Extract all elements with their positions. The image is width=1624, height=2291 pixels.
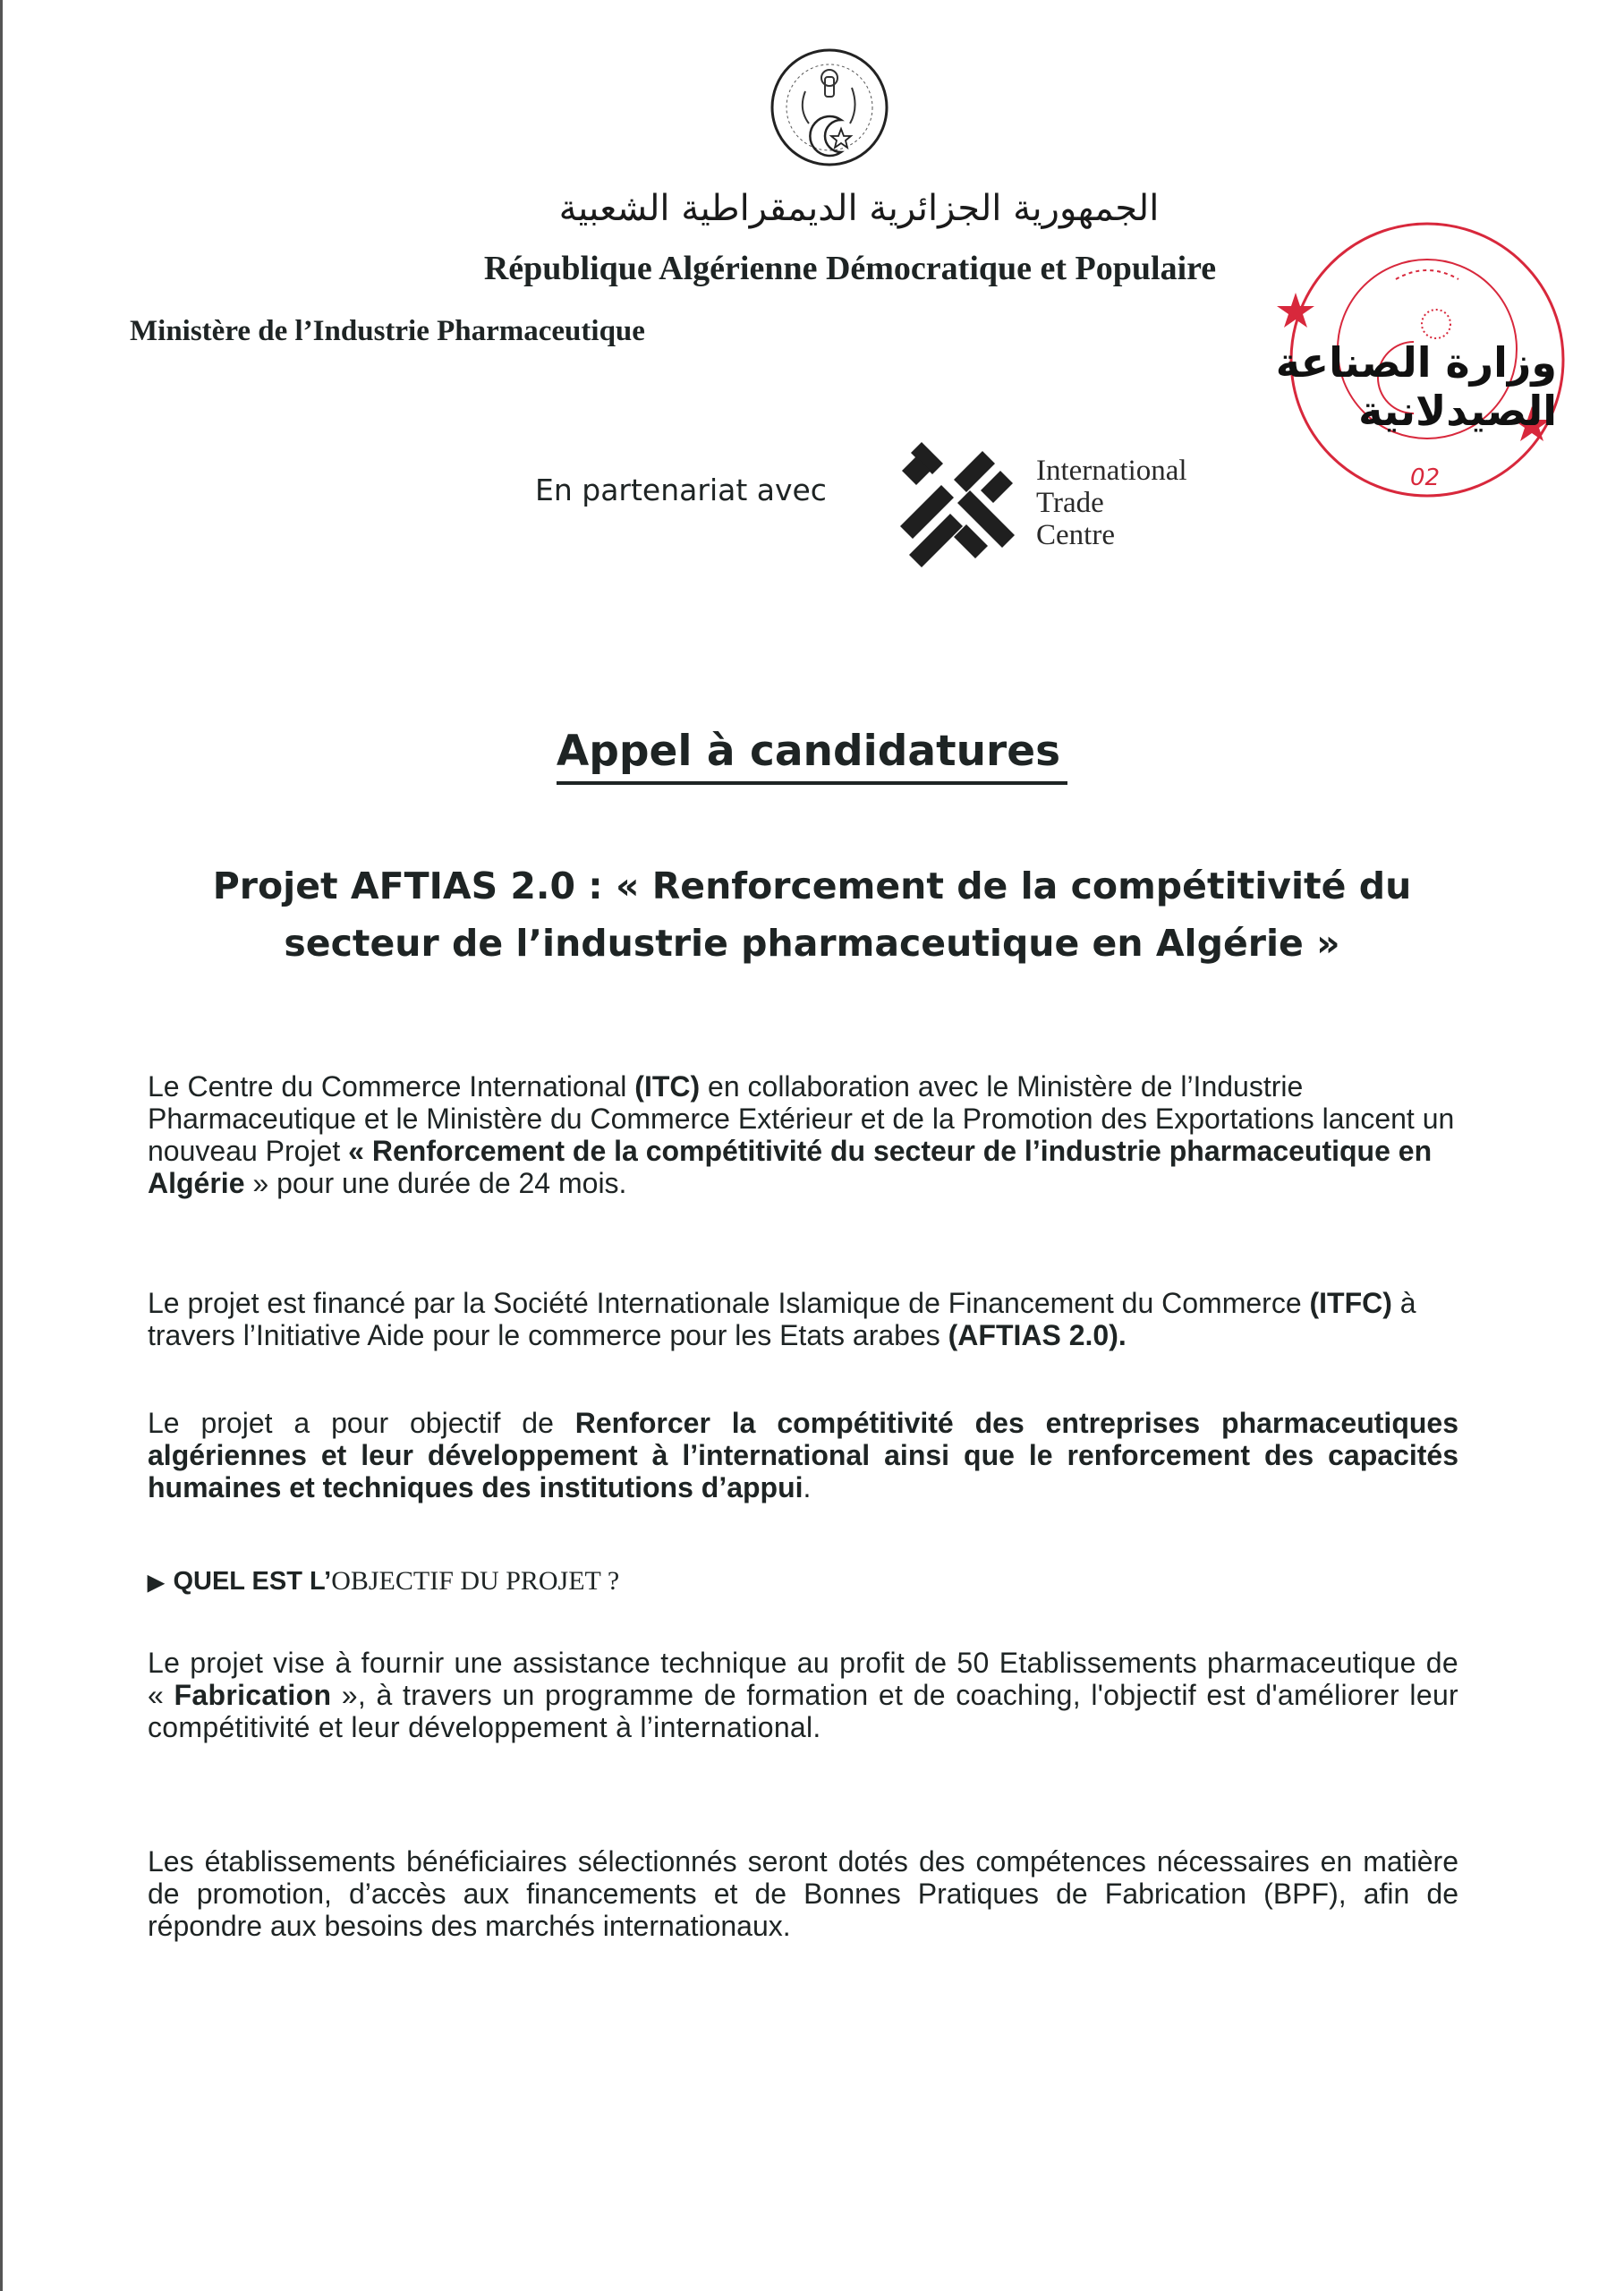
bold-run: « Renforcement de la compétitivité du secteur de l’industrie pharmaceutique en Algérie [148,1135,1433,1199]
document-title [0,727,1624,776]
scan-page-edge [0,0,3,2291]
text-run: Le projet vise à fournir une assistance technique au profit de 50 Etablissements pharmaceutique de « [148,1647,1458,1711]
ministry-name-ar: وزارة الصناعة الصيدلانية [1275,338,1557,435]
document-title-text: Appel à candidatures [557,727,1067,785]
bold-run: Renforcer la compétitivité des entreprises pharmaceutiques algériennes et leur développement à l’international ainsi que le renforcement des capacités humaines et techniques des institutions d’appui [148,1407,1459,1503]
text-run: », à travers un programme de formation et de coaching, l'objectif est d'améliorer leur compétitivité et leur développement à l’international. [148,1679,1458,1743]
paragraph-funding [148,1287,1458,1351]
stamp-number: 02 [1410,464,1441,491]
algeria-emblem-icon [769,38,889,172]
ministry-name-fr: Ministère de l’Industrie Pharmaceutique [130,315,645,347]
heading-part: QUEL EST L’ [173,1567,332,1596]
text-run: en collaboration avec le Ministère de l’Industrie Pharmaceutique et le Ministère du Commerce Extérieur et de la Promotion des Exportations lancent un nouveau Projet [148,1070,1455,1167]
republic-title: République Algérienne Démocratique et Populaire [483,250,1217,287]
paragraph-intro [148,1070,1458,1199]
section-heading-objective [148,1566,619,1597]
bold-run: (AFTIAS 2.0). [948,1319,1127,1351]
project-title-line: secteur de l’industrie pharmaceutique en Algérie » [284,922,1340,965]
text-run: . [803,1471,812,1503]
itc-name [1036,455,1187,551]
bold-run: Fabrication [174,1679,332,1711]
text-run: Le projet a pour objectif de [148,1407,575,1439]
paragraph-objective [148,1407,1458,1503]
text-run: Le projet est financé par la Société Internationale Islamique de Financement du Commerce [148,1287,1310,1319]
itc-name-line: Trade [1036,487,1104,519]
bold-run: (ITFC) [1309,1287,1392,1319]
text-run: à travers l’Initiative Aide pour le commerce pour les Etats arabes [148,1287,1416,1351]
arabic-republic-title: الجمهورية الجزائرية الديمقراطية الشعبية [558,188,1160,229]
paragraph-beneficiaries: Les établissements bénéficiaires sélectionnés seront dotés des compétences nécessaires en matière de promotion, d’accès aux financements et de Bonnes Pratiques de Fabrication (BPF), afin de répondre aux besoins des marchés internationaux. [148,1845,1458,1942]
text-run: » pour une durée de 24 mois. [244,1167,627,1199]
partner-label: En partenariat avec [535,473,827,507]
heading-part: OBJECTIF DU PROJET ? [331,1566,620,1596]
project-title [134,857,1490,972]
project-title-line: Projet AFTIAS 2.0 : « Renforcement de la compétitivité du [212,864,1412,907]
itc-name-line: International [1036,455,1187,487]
bold-run: (ITC) [634,1070,701,1103]
triangle-bullet-icon: ▶ [148,1571,165,1595]
paragraph-assistance [148,1647,1458,1743]
text-run: Le Centre du Commerce International [148,1070,635,1103]
itc-logo-icon [895,439,1020,568]
itc-name-line: Centre [1036,519,1115,551]
